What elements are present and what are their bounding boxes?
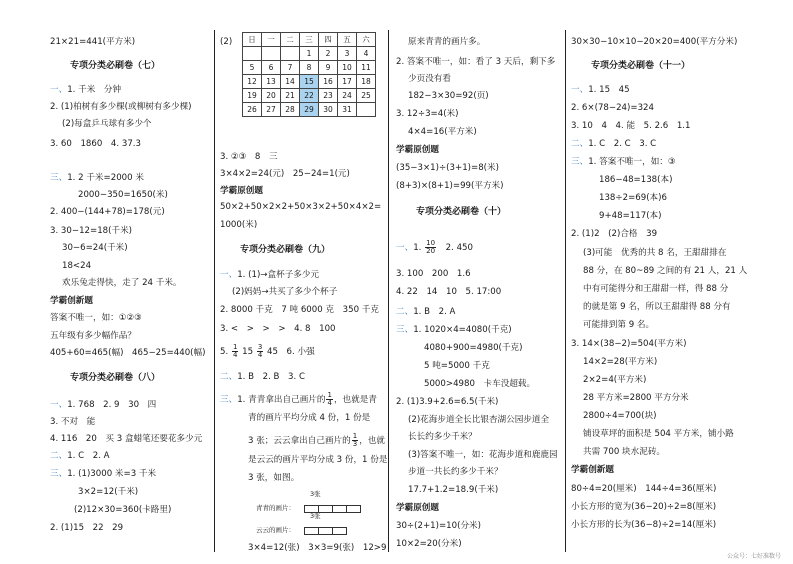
question-marker: 二、: [220, 372, 238, 382]
calendar-cell: 18: [357, 75, 376, 89]
answer-line: 88 分，在 80~89 之间的有 21 人，21 人: [583, 266, 748, 276]
answer-line: 小长方形的长为(36−8)÷2=14(厘米): [571, 520, 717, 530]
calendar-header-cell: 二: [281, 33, 300, 47]
answer-line: (3)答案不唯一，如：花海步道和鹿鹿园: [408, 450, 558, 460]
calendar-cell: 22: [300, 89, 319, 103]
diagram-row-label: 云云的画片：: [256, 526, 295, 534]
fraction: $\frac{1}{3}$: [352, 432, 358, 448]
section-heading: 专项分类必刷卷（八）: [70, 373, 161, 383]
answer-line: 3. 60 1860 4. 37.3: [50, 139, 141, 149]
calendar-header-cell: 三: [300, 33, 319, 47]
answer-line: 三、1. 答案不唯一，如：③: [571, 157, 676, 167]
answer-line: 2. 6×(78−24)=324: [571, 103, 654, 113]
answer-line: 一、1. 千米 分钟: [50, 85, 122, 95]
question-marker: 一、: [50, 85, 68, 95]
calendar-cell: 3: [338, 47, 357, 61]
section-heading: 专项分类必刷卷（九）: [240, 245, 331, 255]
answer-line: 2×2=4(平方米): [583, 375, 647, 385]
diagram-label: 3张: [310, 490, 321, 498]
answer-line: 182−3×30=92(页): [408, 91, 489, 101]
calendar-cell: 14: [281, 75, 300, 89]
column-divider: [388, 30, 389, 552]
answer-line: 5. $\frac{1}{4}$ 15 $\frac{3}{4}$ 45 6. 小强: [220, 343, 315, 359]
calendar-header-cell: 一: [262, 33, 281, 47]
answer-line: (2)每盒乒乓球有多少个: [62, 119, 152, 129]
answer-line: (3)可能 优秀的共 8 名，王甜甜排在: [583, 248, 727, 258]
calendar-cell: [357, 103, 376, 117]
answer-line: 三、1. 2 千米=2000 米: [50, 173, 144, 183]
calendar-cell: 2: [319, 47, 338, 61]
answer-line: 186−48=138(本): [599, 175, 673, 185]
answer-line: (35−3×1)÷(3+1)=8(米): [396, 163, 499, 173]
answer-line: 3×4=12(张) 3×3=9(张) 12>9: [248, 543, 387, 553]
calendar-cell: 21: [281, 89, 300, 103]
answer-line: (2)妈妈→共买了多少个杯子: [232, 287, 338, 297]
calendar-cell: 5: [243, 61, 262, 75]
calendar-header-cell: 五: [338, 33, 357, 47]
question-marker: 二、: [396, 307, 414, 317]
answer-line: 21×21=441(平方米): [50, 37, 136, 47]
calendar-cell: 8: [300, 61, 319, 75]
answer-line: 三、1. 1020×4=4080(千克): [396, 325, 512, 335]
calendar-cell: 25: [357, 89, 376, 103]
answer-line: 28 平方米=2800 平方分米: [583, 393, 689, 403]
answer-line: 2000−350=1650(米): [78, 190, 168, 200]
calendar-cell: [262, 47, 281, 61]
diagram-segment: [332, 505, 347, 513]
answer-line: 3. 不对 能: [50, 417, 96, 427]
answer-line: 2. (1)3.9+2.6=6.5(千米): [396, 397, 499, 407]
answer-line: 2. 8000 千克 7 吨 6000 克 350 千克: [220, 305, 379, 315]
diagram-segment: [304, 527, 319, 535]
calendar-table: [242, 32, 376, 117]
answer-line: 4. 116 20 买 3 盒蜡笔还要花多少元: [50, 434, 203, 444]
question-marker: 三、: [396, 325, 414, 335]
calendar-label: (2): [220, 37, 233, 47]
fraction: $\frac{1}{4}$: [327, 391, 332, 407]
calendar-cell: 10: [338, 61, 357, 75]
diagram-label: 3张: [310, 512, 321, 520]
answer-line: 3. 100 200 1.6: [396, 269, 471, 279]
question-marker: 一、: [50, 400, 68, 410]
answer-line: 3. 12÷3=4(米): [396, 109, 459, 119]
question-marker: 三、: [50, 173, 68, 183]
calendar-cell: 4: [357, 47, 376, 61]
subsection-heading: 学霸创新题: [50, 296, 93, 306]
calendar-cell: 30: [319, 103, 338, 117]
answer-line: 3 张，如图。: [248, 473, 300, 483]
answer-line: 80÷4=20(厘米) 144÷4=36(厘米): [571, 484, 717, 494]
calendar-cell: 11: [357, 61, 376, 75]
answer-line: 一、1. 15 45: [571, 85, 630, 95]
calendar-cell: 26: [243, 103, 262, 117]
answer-line: 3×2=12(千米): [78, 487, 139, 497]
answer-line: 答案不唯一，如：①②③: [50, 313, 142, 323]
answer-line: 2. (1)15 22 29: [50, 523, 124, 533]
diagram-segment: [346, 505, 361, 513]
calendar-cell: 24: [338, 89, 357, 103]
answer-line: 铺设草坪的面积是 504 平方米，铺小路: [583, 429, 734, 439]
answer-line: 9+48=117(本): [599, 211, 662, 221]
fraction: $\frac{1}{4}$: [232, 343, 238, 359]
answer-line: 青的画片平均分成 4 份，1 份是: [248, 413, 371, 423]
calendar-cell: 29: [300, 103, 319, 117]
answer-line: 一、1. $\frac{10}{20}$ 2. 450: [396, 239, 473, 255]
subsection-heading: 学霸原创题: [220, 186, 263, 196]
answer-line: 二、1. C 2. C 3. C: [571, 139, 657, 149]
question-marker: 二、: [571, 139, 589, 149]
calendar-cell: 7: [281, 61, 300, 75]
calendar-cell: 16: [319, 75, 338, 89]
question-marker: 二、: [50, 451, 68, 461]
answer-line: 17.7+1.2=18.9(千米): [408, 485, 499, 495]
question-marker: 一、: [220, 270, 238, 280]
answer-line: (2)花海步道全长比银杏湖公园步道全: [408, 415, 550, 425]
answer-line: 3. 14×(38−2)=504(平方米): [571, 339, 687, 349]
calendar-header-cell: 四: [319, 33, 338, 47]
answer-line: 小长方形的宽为(36−20)÷2=8(厘米): [571, 502, 717, 512]
calendar-cell: 15: [300, 75, 319, 89]
answer-line: 2800÷4=700(块): [583, 411, 657, 421]
answer-line: 405+60=465(幅) 465−25=440(幅): [50, 348, 206, 358]
answer-line: 欢乐兔走得快，走了 24 千米。: [62, 278, 182, 288]
calendar-cell: 28: [281, 103, 300, 117]
calendar-cell: 13: [262, 75, 281, 89]
answer-line: 一、1. (1)→盒杯子多少元: [220, 270, 320, 280]
answer-line: 14×2=28(平方米): [583, 357, 658, 367]
calendar-cell: 6: [262, 61, 281, 75]
calendar-cell: 1: [300, 47, 319, 61]
answer-line: 2. 答案不唯一，如：看了 3 天后，剩下多: [396, 57, 556, 67]
answer-line: 是云云的画片平均分成 3 份，1 份是: [248, 455, 388, 465]
footer-watermark: 公众号：七好准数号: [726, 553, 781, 560]
diagram-segment: [332, 527, 347, 535]
subsection-heading: 学霸原创题: [396, 503, 439, 513]
diagram-row-label: 青青的画片：: [256, 504, 295, 512]
calendar-header-cell: 六: [357, 33, 376, 47]
answer-line: 三、1. (1)3000 米=3 千米: [50, 469, 157, 479]
answer-line: 长长约多少千米？: [408, 432, 477, 442]
answer-line: 三、1. 青青拿出自己画片的 $\frac{1}{4}$ ，也就是青: [220, 391, 377, 407]
answer-line: 步道一共长约多少千米？: [408, 467, 503, 477]
section-heading: 专项分类必刷卷（十）: [416, 207, 507, 217]
question-marker: 三、: [50, 469, 68, 479]
answer-line: 3. < > > > 4. 8 100: [220, 324, 336, 334]
calendar-cell: 20: [262, 89, 281, 103]
answer-line: 5 吨=5000 千克: [424, 361, 490, 371]
answer-line: 2. (1)柏树有多少棵(或柳树有多少棵): [50, 102, 192, 112]
calendar-cell: 27: [262, 103, 281, 117]
answer-line: 3×4×2=24(元) 25−24=1(元): [220, 169, 350, 179]
calendar-cell: 9: [319, 61, 338, 75]
answer-line: 10×2=20(分米): [396, 539, 462, 549]
answer-line: 50×2+50×2×2+50×3×2+50×4×2=: [220, 202, 382, 212]
answer-line: 2. (1)2 (2)合格 39: [571, 229, 658, 239]
calendar-cell: 17: [338, 75, 357, 89]
question-marker: 一、: [571, 85, 589, 95]
answer-line: 二、1. B 2. B 3. C: [220, 372, 305, 382]
answer-line: 可能排到第 9 名。: [583, 320, 655, 330]
answer-line: 原来青青的画片多。: [408, 37, 486, 47]
answer-line: 18<24: [62, 261, 92, 271]
calendar-cell: [243, 47, 262, 61]
calendar-cell: 23: [319, 89, 338, 103]
subsection-heading: 学霸创新题: [571, 465, 614, 475]
answer-line: 30×30−10×10−20×20=400(平方分米): [571, 37, 738, 47]
answer-line: 4×4=16(平方米): [408, 127, 477, 137]
section-heading: 专项分类必刷卷（十一）: [591, 61, 691, 71]
diagram-segment: [318, 527, 333, 535]
column-divider: [214, 30, 215, 552]
answer-line: 3. ②③ 8 三: [220, 152, 278, 162]
section-heading: 专项分类必刷卷（七）: [70, 61, 161, 71]
calendar-cell: 19: [243, 89, 262, 103]
answer-line: 3 张；云云拿出自己画片的 $\frac{1}{3}$ ，也就: [248, 432, 385, 448]
calendar-cell: 31: [338, 103, 357, 117]
answer-line: (2)12×30=360(卡路里): [74, 505, 172, 515]
answer-line: 的就是第 9 名，所以王甜甜得 88 分有: [583, 302, 731, 312]
calendar-cell: [281, 47, 300, 61]
answer-line: 五年级有多少幅作品？: [50, 331, 136, 341]
answer-line: 4. 22 14 10 5. 17:00: [396, 287, 502, 297]
answer-line: 二、1. C 2. A: [50, 451, 110, 461]
answer-line: 2. 400−(144+78)=178(元): [50, 207, 165, 217]
answer-line: 中有可能得分和王甜甜一样，得 88 分: [583, 284, 729, 294]
question-marker: 三、: [571, 157, 589, 167]
answer-line: 5000>4980 卡车没超载。: [424, 379, 536, 389]
answer-line: 138÷2=69(本)6: [599, 193, 667, 203]
answer-line: 一、1. 768 2. 9 30 四: [50, 400, 157, 410]
fraction: $\frac{3}{4}$: [257, 343, 263, 359]
answer-line: (8+3)×(8+1)=99(平方米): [396, 181, 504, 191]
answer-line: 共需 700 块水泥砖。: [583, 447, 666, 457]
answer-line: 3. 30−12=18(千米): [50, 226, 133, 236]
subsection-heading: 学霸原创题: [396, 145, 439, 155]
answer-line: 30÷(2+1)=10(分米): [396, 521, 482, 531]
calendar-cell: 12: [243, 75, 262, 89]
answer-line: 3. 10 4 4. 能 5. 2.6 1.1: [571, 121, 691, 131]
answer-line: 1000(米): [220, 220, 258, 230]
answer-line: 30−6=24(千米): [62, 243, 128, 253]
answer-line: 4080+900=4980(千克): [424, 343, 523, 353]
column-divider: [565, 30, 566, 552]
calendar-header-cell: 日: [243, 33, 262, 47]
answer-line: 二、1. B 2. A: [396, 307, 456, 317]
fraction: $\frac{10}{20}$: [426, 239, 436, 255]
answer-line: 少页没有看: [408, 74, 451, 84]
